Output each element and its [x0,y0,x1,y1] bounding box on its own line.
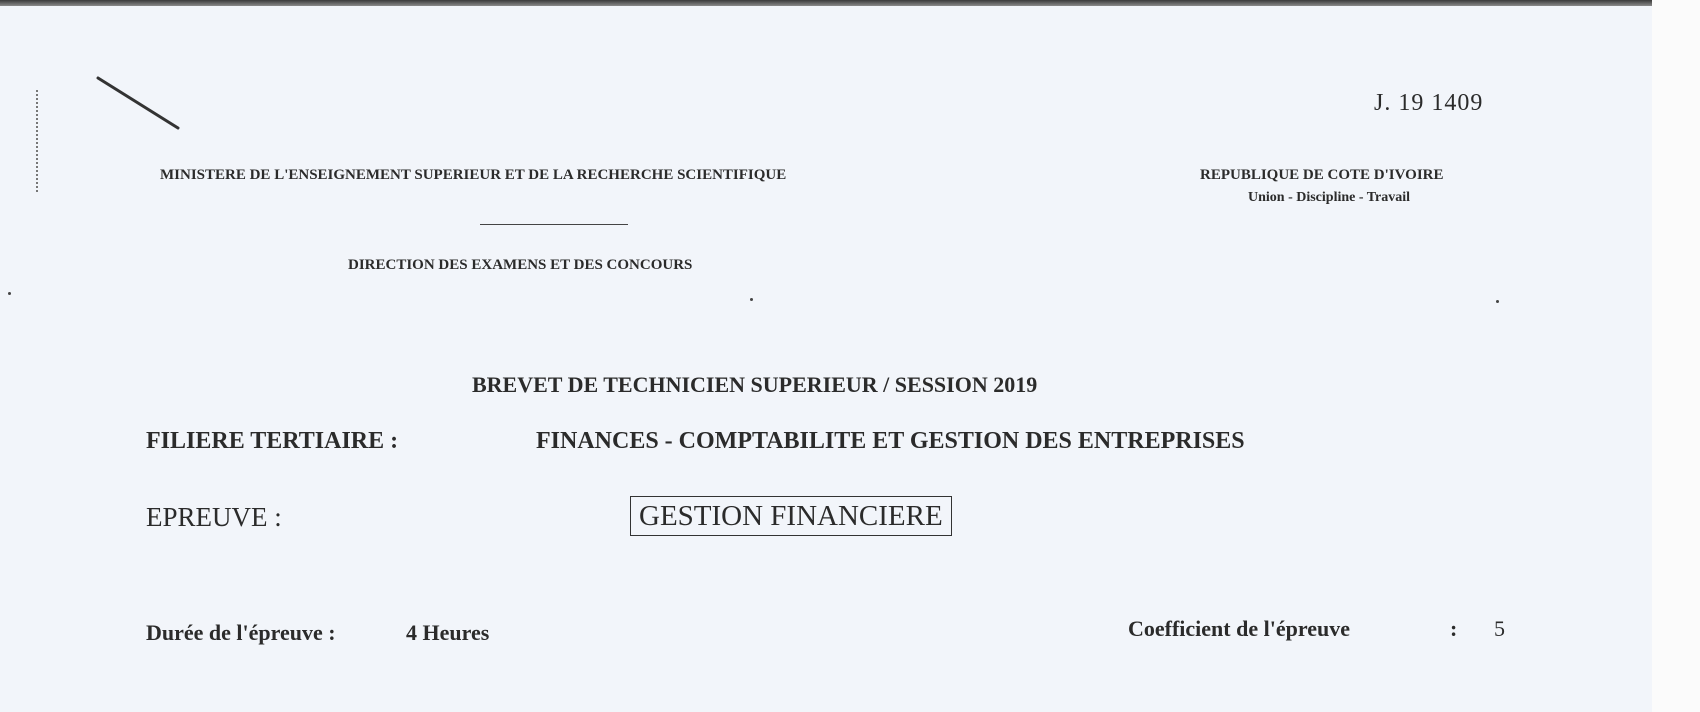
republic-heading: REPUBLIQUE DE COTE D'IVOIRE [1200,167,1444,183]
filiere-label: FILIERE TERTIAIRE : [146,428,399,454]
exam-title: BREVET DE TECHNICIEN SUPERIEUR / SESSION 2019 [472,372,1038,397]
duration-label: Durée de l'épreuve : [146,620,336,645]
filiere-value: FINANCES - COMPTABILITE ET GESTION DES ENTREPRISES [536,428,1245,454]
coefficient-value: 5 [1494,616,1505,641]
ministry-underline [480,224,628,225]
national-motto: Union - Discipline - Travail [1248,190,1411,205]
ministry-heading: MINISTERE DE L'ENSEIGNEMENT SUPERIEUR ET DE LA RECHERCHE SCIENTIFIQUE [160,167,787,183]
coefficient-label: Coefficient de l'épreuve [1128,616,1350,641]
document-reference: J. 19 1409 [1374,90,1484,116]
scan-speck [8,292,11,295]
epreuve-label: EPREUVE : [146,502,282,532]
scan-speck [1496,300,1499,303]
duration-value: 4 Heures [406,620,490,645]
binder-clip-mark [30,88,44,198]
epreuve-subject-box: GESTION FINANCIERE [630,496,952,536]
direction-heading: DIRECTION DES EXAMENS ET DES CONCOURS [348,257,693,273]
pen-stroke-mark [80,70,190,140]
scan-speck [750,298,753,301]
scan-right-margin [1652,0,1700,712]
coefficient-separator: : [1450,616,1458,641]
